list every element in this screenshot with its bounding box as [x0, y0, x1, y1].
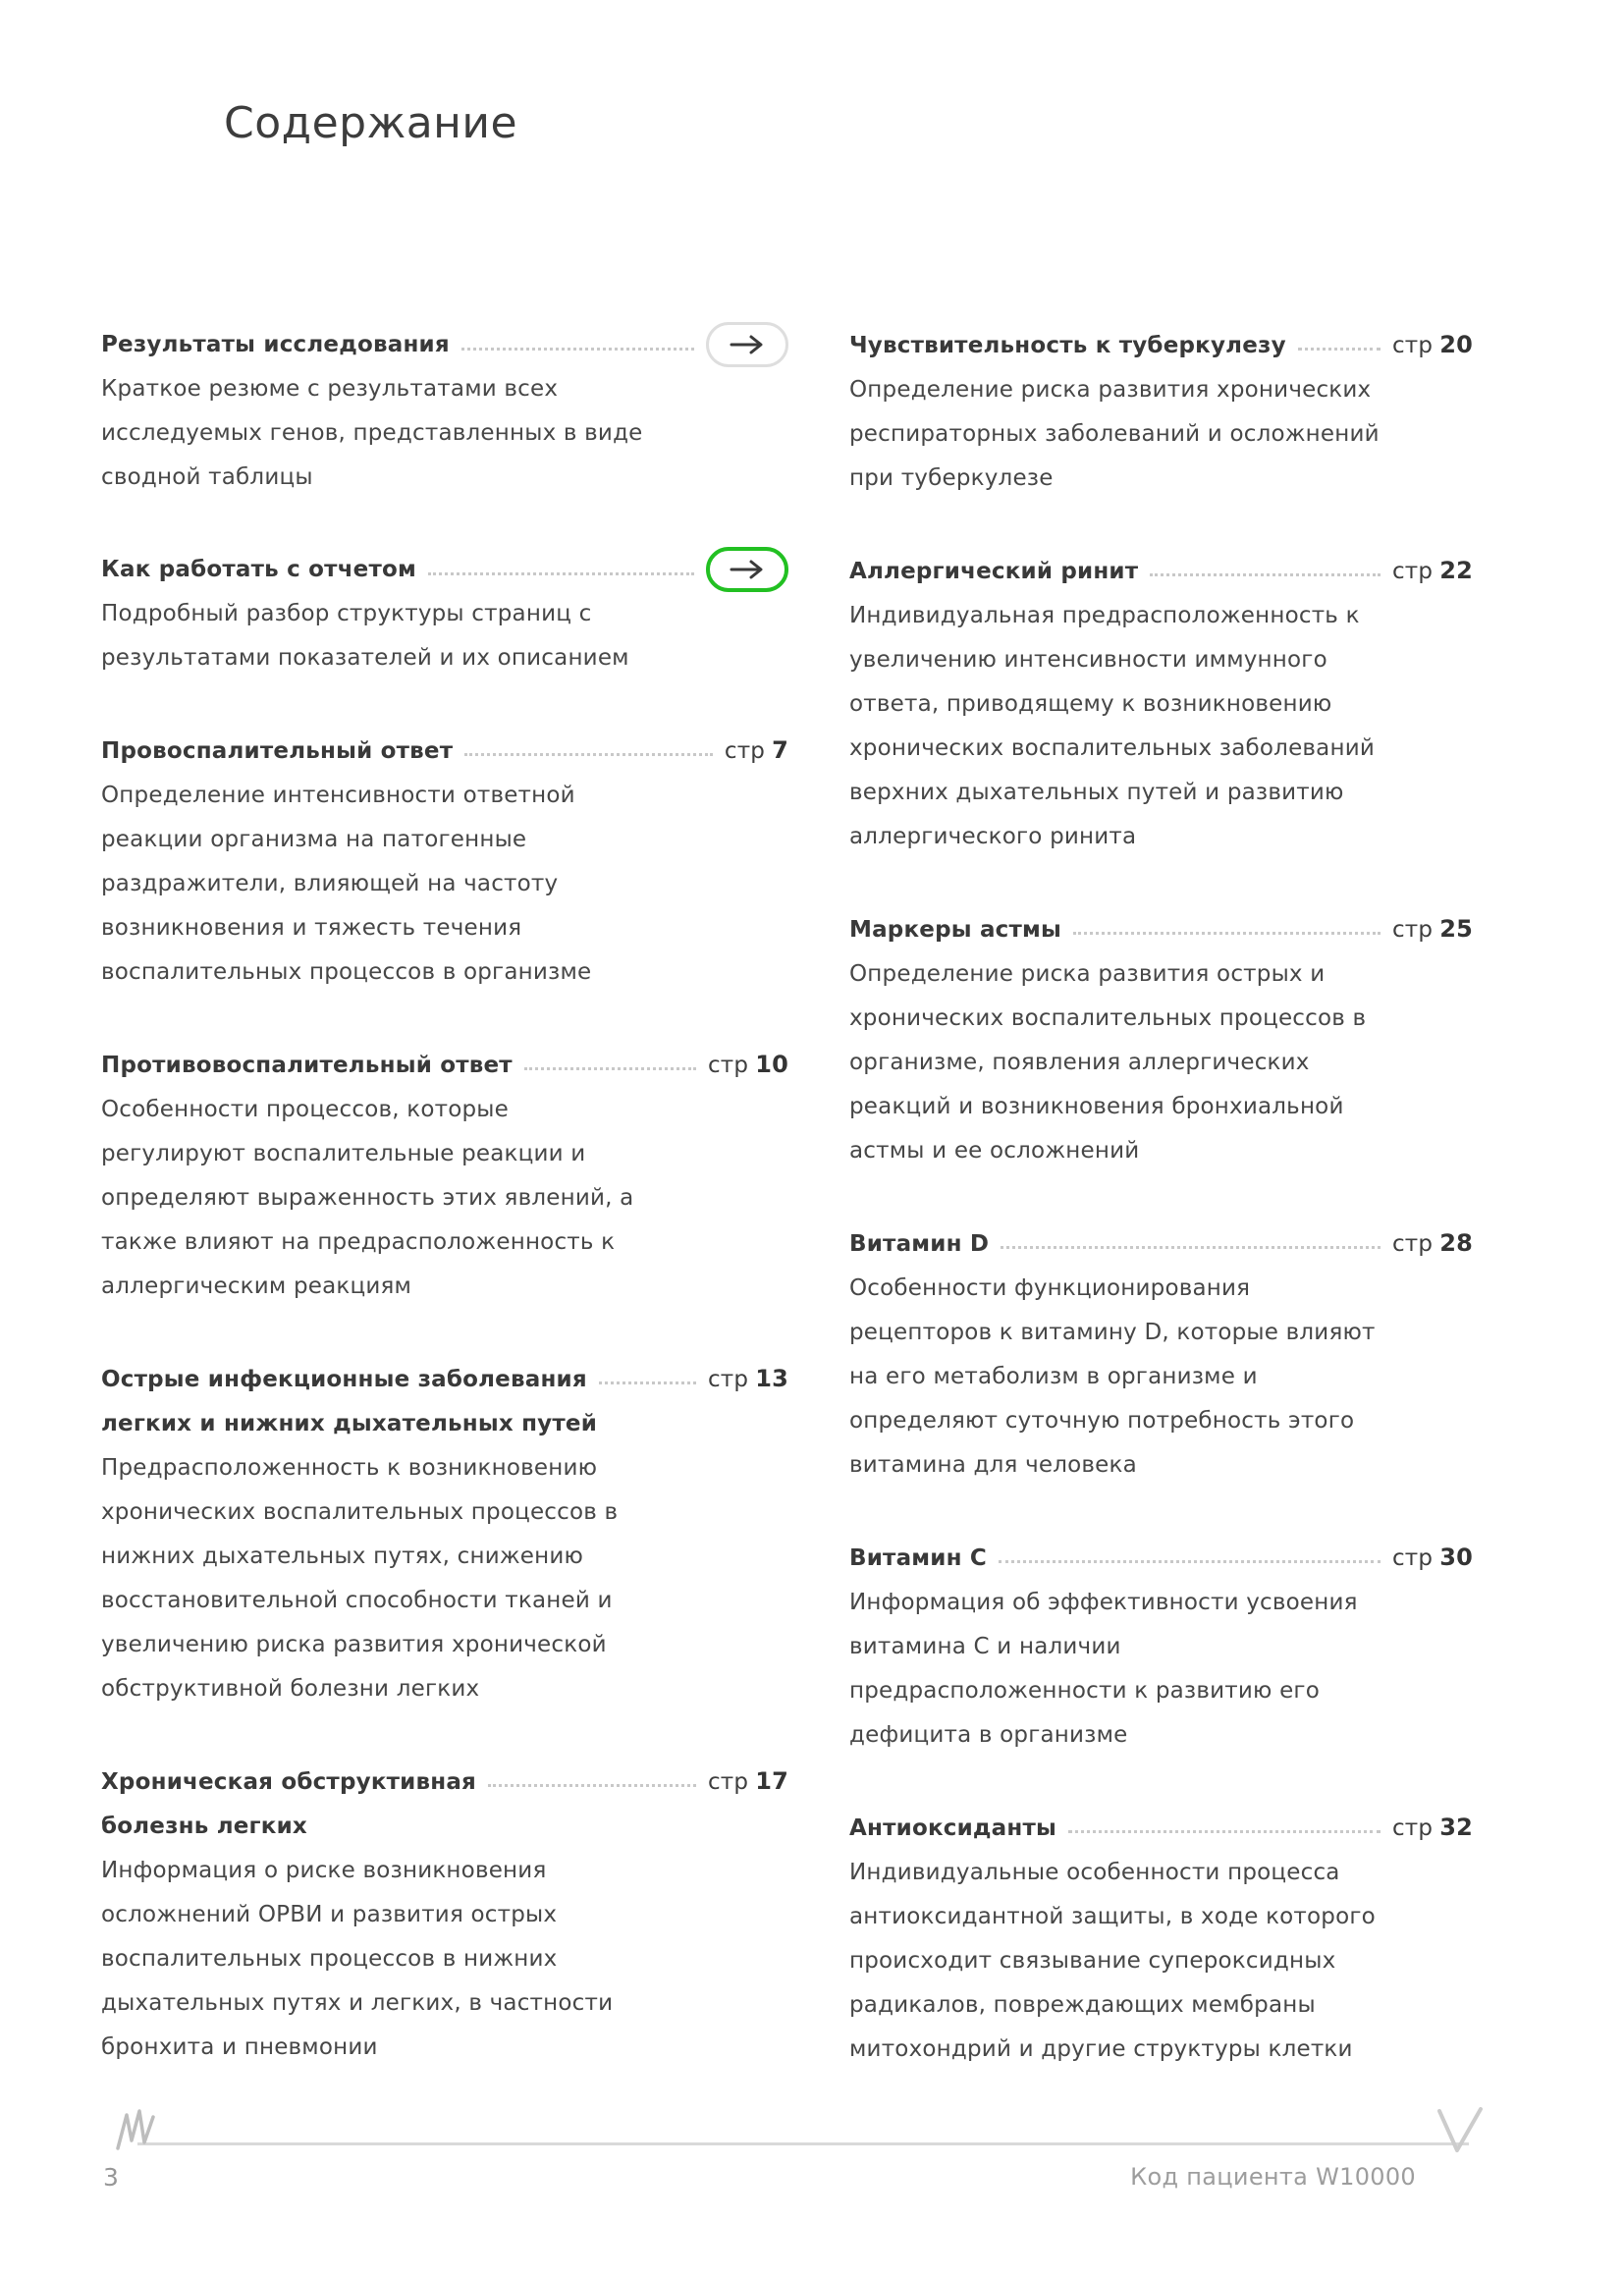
- toc-entry-heading-row: [101, 555, 788, 584]
- toc-entry-title: Результаты исследования: [101, 332, 450, 357]
- footer-patient-code: Код пациента W10000: [1130, 2163, 1416, 2191]
- toc-entry: [101, 1766, 788, 2070]
- toc-entry-title-line2: легких и нижних дыхательных путей: [101, 1411, 598, 1436]
- dotted-leader: [464, 753, 713, 756]
- toc-entry-description: Определение интенсивности ответной реакции организма на патогенные раздражители, влияющей на частоту возникновения и тяжесть течения воспалительных процессов в организме: [101, 783, 592, 985]
- page-ref-label: стр: [1391, 917, 1434, 943]
- toc-entry-heading-row: [849, 330, 1473, 360]
- toc-entry-description: Индивидуальная предрасположенность к увеличению интенсивности иммунного ответа, приводящему к возникновению хронических воспалительных заболеваний верхних дыхательных путей и развитию аллергического ринита: [849, 603, 1376, 849]
- toc-entry-title: Антиоксиданты: [849, 1815, 1057, 1841]
- toc-entry-title-line2: болезнь легких: [101, 1814, 307, 1839]
- page-ref-number: 28: [1439, 1229, 1473, 1257]
- toc-entry-heading-row: [849, 556, 1473, 586]
- page-ref-number: 7: [772, 736, 788, 764]
- page-ref-label: стр: [724, 738, 766, 764]
- dotted-leader: [1150, 573, 1380, 576]
- toc-entry-title: Витамин D: [849, 1230, 990, 1257]
- page-ref-label: стр: [1391, 333, 1434, 358]
- toc-entry-heading-row: [101, 1050, 788, 1080]
- arrow-pill-button[interactable]: [706, 547, 788, 592]
- checkmark-scribble-icon: [1434, 2107, 1487, 2156]
- toc-entry-title: Чувствительность к туберкулезу: [849, 332, 1286, 358]
- page-ref-number: 17: [755, 1767, 788, 1795]
- dotted-leader: [1001, 1246, 1380, 1249]
- arrow-right-icon: [730, 559, 765, 580]
- toc-entry-heading-row: [101, 1364, 788, 1394]
- toc-entry-title: Как работать с отчетом: [101, 557, 417, 582]
- page-ref-number: 20: [1439, 331, 1473, 358]
- dotted-leader: [461, 348, 694, 351]
- page-ref: [1392, 1813, 1473, 1843]
- page-ref-label: стр: [1391, 1815, 1434, 1841]
- page-ref-number: 32: [1439, 1814, 1473, 1841]
- page-ref: [1392, 1543, 1473, 1573]
- toc-entry-title: Хроническая обструктивная: [101, 1768, 477, 1795]
- page-ref: [725, 735, 788, 766]
- dotted-leader: [1068, 1830, 1380, 1833]
- page-ref-number: 30: [1439, 1544, 1473, 1571]
- toc-entry: [101, 330, 788, 500]
- toc-entry-description: Информация об эффективности усвоения витамина C и наличии предрасположенности к развитию его дефицита в организме: [849, 1590, 1358, 1748]
- toc-entry-description: Особенности процессов, которые регулируют воспалительные реакции и определяют выраженность этих явлений, а также влияют на предрасположенность к аллергическим реакциям: [101, 1097, 634, 1299]
- page-ref-label: стр: [707, 1053, 749, 1078]
- toc-entry-description: Индивидуальные особенности процесса антиоксидантной защиты, в ходе которого происходит связывание супероксидных радикалов, повреждающих мембраны митохондрий и другие структуры клетки: [849, 1860, 1376, 2062]
- toc-entry-title: Витамин C: [849, 1544, 987, 1571]
- toc-entry: [849, 330, 1473, 501]
- page-ref-label: стр: [707, 1367, 749, 1392]
- toc-entry-description: Определение риска развития острых и хронических воспалительных процессов в организме, появления аллергических реакций и возникновения бронхиальной астмы и ее осложнений: [849, 961, 1367, 1164]
- page-title: Содержание: [224, 98, 518, 148]
- toc-column-left: [101, 330, 788, 2127]
- toc-entry-heading-row: [849, 1543, 1473, 1573]
- dotted-leader: [599, 1381, 696, 1384]
- toc-entry-title: Противовоспалительный ответ: [101, 1052, 513, 1078]
- page-ref-number: 25: [1439, 915, 1473, 943]
- page-ref: [1392, 556, 1473, 586]
- toc-entry: [849, 1543, 1473, 1758]
- dotted-leader: [524, 1067, 696, 1070]
- toc-entry-title: Маркеры астмы: [849, 916, 1062, 943]
- page-ref-number: 13: [755, 1365, 788, 1392]
- page-ref: [708, 1766, 788, 1797]
- toc-entry-heading-row: [101, 735, 788, 766]
- page-ref-number: 22: [1439, 557, 1473, 584]
- page-ref-label: стр: [1391, 559, 1434, 584]
- toc-entry-description: Информация о риске возникновения осложнений ОРВИ и развития острых воспалительных процессов в нижних дыхательных путях и легких, в частности бронхита и пневмонии: [101, 1858, 614, 2060]
- toc-entry-heading-row: [849, 1228, 1473, 1259]
- toc-columns: [101, 330, 1473, 2127]
- page-ref-number: 10: [755, 1051, 788, 1078]
- page-ref: [708, 1364, 788, 1394]
- toc-entry: [101, 735, 788, 995]
- toc-entry: [101, 555, 788, 680]
- toc-entry: [101, 1050, 788, 1309]
- toc-entry-description: Особенности функционирования рецепторов к витамину D, которые влияют на его метаболизм в организме и определяют суточную потребность этого витамина для человека: [849, 1275, 1376, 1478]
- arrow-pill-button[interactable]: [706, 322, 788, 367]
- toc-entry-heading-row: [849, 914, 1473, 945]
- dotted-leader: [1073, 932, 1380, 935]
- footer-page-number: 3: [103, 2163, 119, 2192]
- toc-entry-description: Определение риска развития хронических респираторных заболеваний и осложнений при туберкулезе: [849, 377, 1380, 491]
- toc-entry: [849, 556, 1473, 859]
- arrow-right-icon: [730, 334, 765, 355]
- dotted-leader: [999, 1560, 1380, 1563]
- page-ref-label: стр: [1391, 1545, 1434, 1571]
- page-ref: [1392, 1228, 1473, 1259]
- toc-entry: [849, 1228, 1473, 1488]
- toc-entry-heading-row: [101, 330, 788, 359]
- page-ref: [1392, 914, 1473, 945]
- toc-entry-heading-row: [101, 1766, 788, 1797]
- footer-divider: [137, 2142, 1469, 2145]
- dotted-leader: [1298, 348, 1380, 351]
- toc-entry-description: Подробный разбор структуры страниц с результатами показателей и их описанием: [101, 601, 629, 671]
- dotted-leader: [428, 572, 694, 575]
- toc-column-right: [849, 330, 1473, 2127]
- toc-entry-title: Аллергический ринит: [849, 558, 1139, 584]
- page-ref-label: стр: [707, 1769, 749, 1795]
- page-ref: [708, 1050, 788, 1080]
- scribble-mark-left-icon: [114, 2105, 165, 2152]
- toc-entry-description: Краткое резюме с результатами всех исследуемых генов, представленных в виде сводной таблицы: [101, 376, 643, 490]
- toc-entry: [849, 914, 1473, 1173]
- toc-entry: [849, 1813, 1473, 2072]
- toc-entry-heading-row: [849, 1813, 1473, 1843]
- toc-entry-title: Острые инфекционные заболевания: [101, 1366, 587, 1392]
- toc-entry-title: Провоспалительный ответ: [101, 737, 454, 764]
- page-ref: [1392, 330, 1473, 360]
- toc-entry: [101, 1364, 788, 1711]
- dotted-leader: [488, 1784, 696, 1787]
- page-ref-label: стр: [1391, 1231, 1434, 1257]
- toc-entry-description: Предрасположенность к возникновению хронических воспалительных процессов в нижних дыхательных путях, снижению восстановительной способности тканей и увеличению риска развития хронической обструктивной болезни легких: [101, 1455, 619, 1702]
